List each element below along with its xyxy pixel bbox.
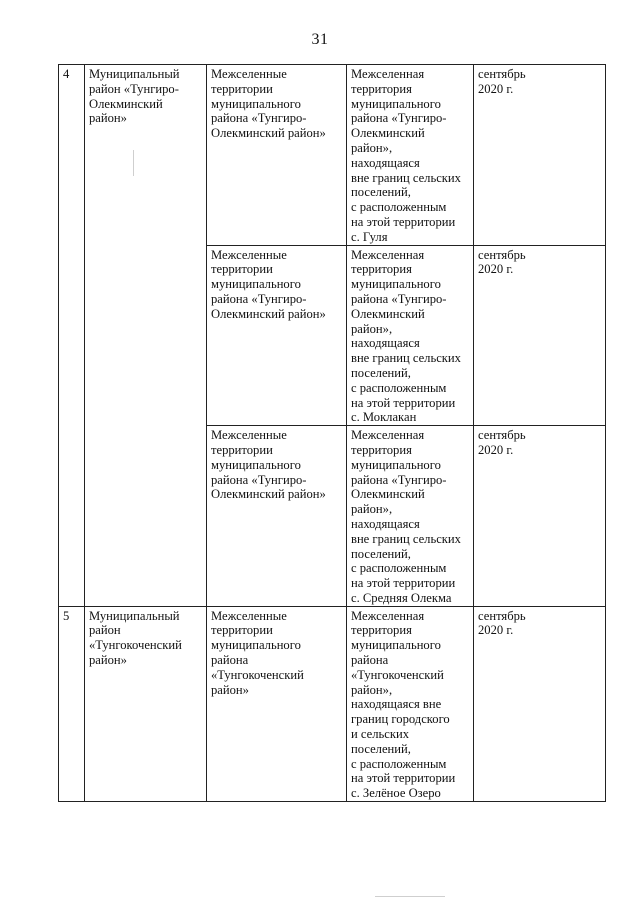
date-cell: сентябрь 2020 г.	[474, 426, 606, 607]
row-number-cell: 4	[59, 65, 85, 607]
description-cell: Межселенная территория муниципального района «Тунгокоченский район», находящаяся вне границ городского и сельских поселений, с расположенным на этой территории с. Зелёное Озеро	[347, 606, 474, 801]
scan-artifact	[375, 896, 445, 897]
territory-cell: Межселенные территории муниципального района «Тунгиро- Олекминский район»	[207, 245, 347, 426]
settlements-table	[58, 64, 606, 802]
description-cell: Межселенная территория муниципального района «Тунгиро- Олекминский район», находящаяся вне границ сельских поселений, с расположенным на этой территории с. Средняя Олекма	[347, 426, 474, 607]
description-cell: Межселенная территория муниципального района «Тунгиро- Олекминский район», находящаяся вне границ сельских поселений, с расположенным на этой территории с. Гуля	[347, 65, 474, 246]
territory-cell: Межселенные территории муниципального района «Тунгокоченский район»	[207, 606, 347, 801]
page-number: 31	[311, 31, 329, 48]
district-cell: Муниципальный район «Тунгиро- Олекминский район»	[85, 65, 207, 607]
description-cell: Межселенная территория муниципального района «Тунгиро- Олекминский район», находящаяся вне границ сельских поселений, с расположенным на этой территории с. Моклакан	[347, 245, 474, 426]
table-row	[59, 606, 606, 801]
table-row	[59, 65, 606, 246]
scan-artifact	[133, 150, 134, 176]
date-cell: сентябрь 2020 г.	[474, 65, 606, 246]
date-cell: сентябрь 2020 г.	[474, 245, 606, 426]
date-cell: сентябрь 2020 г.	[474, 606, 606, 801]
row-number-cell: 5	[59, 606, 85, 801]
district-cell: Муниципальный район «Тунгокоченский район»	[85, 606, 207, 801]
territory-cell: Межселенные территории муниципального района «Тунгиро- Олекминский район»	[207, 65, 347, 246]
territory-cell: Межселенные территории муниципального района «Тунгиро- Олекминский район»	[207, 426, 347, 607]
